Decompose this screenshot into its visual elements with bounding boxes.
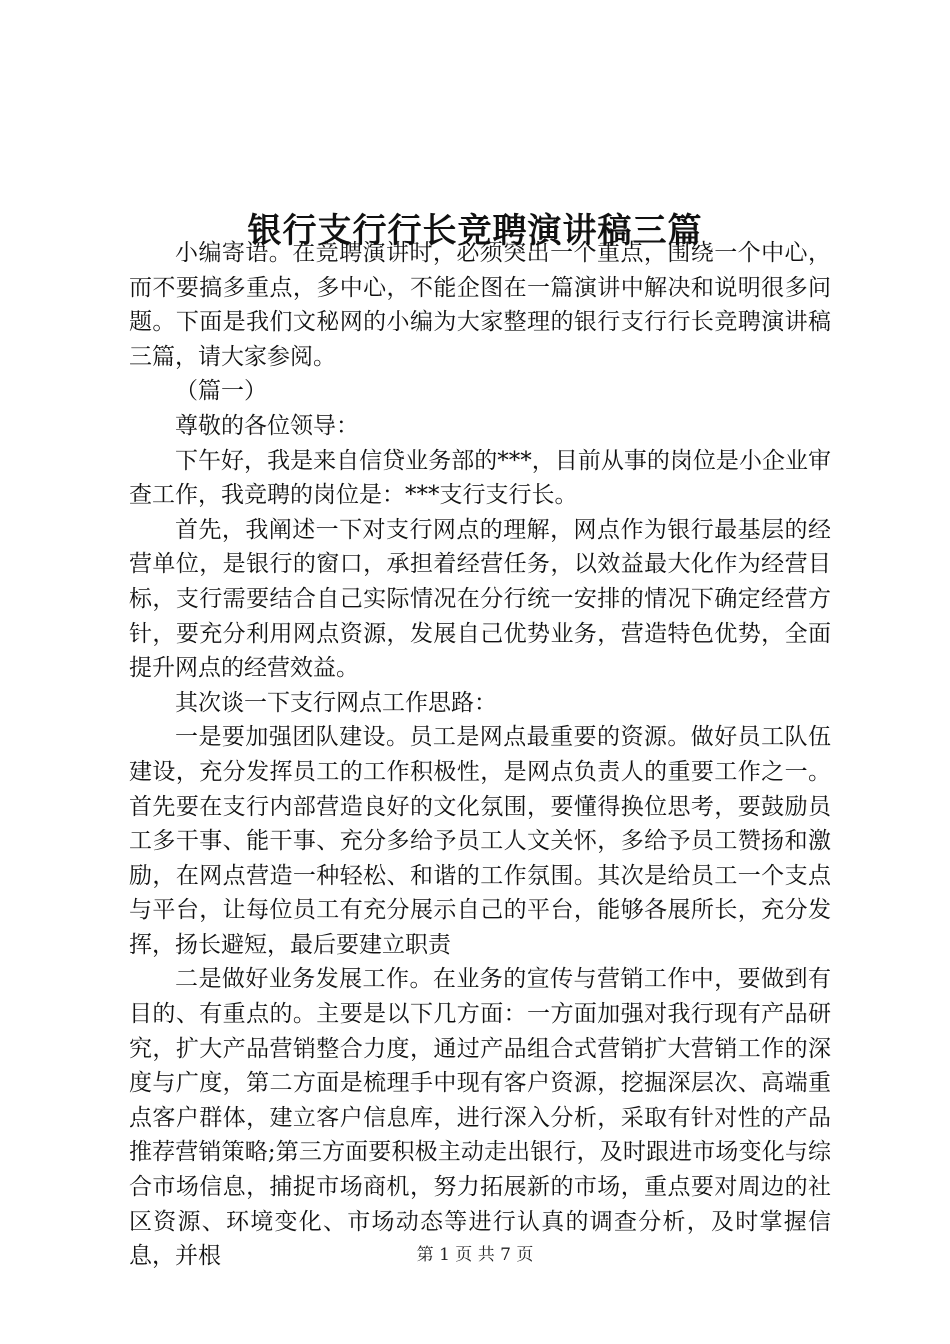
document-title: 银行支行行长竞聘演讲稿三篇 (247, 210, 703, 251)
salutation-paragraph: 尊敬的各位领导： (175, 412, 359, 439)
greeting-paragraph: 下午好，我是来自信贷业务部的***，目前从事的岗位是小企业审查工作，我竞聘的岗位是：***支行支行长。 (129, 447, 831, 509)
page-number-footer: 第 1 页 共 7 页 (416, 1245, 534, 1265)
business-development-paragraph: 二是做好业务发展工作。在业务的宣传与营销工作中，要做到有目的、有重点的。主要是以下几方面：一方面加强对我行现有产品研究，扩大产品营销整合力度，通过产品组合式营销扩大营销工作的深度与广度，第二方面是梳理手中现有客户资源，挖掘深层次、高端重点客户群体，建立客户信息库，进行深入分析，采取有针对性的产品推荐营销策略;第三方面要积极主动走出银行，及时跟进市场变化与综合市场信息，捕捉市场商机，努力拓展新的市场，重点要对周边的社区资源、环境变化、市场动态等进行认真的调查分析，及时掌握信息，并根 (129, 966, 831, 1270)
section-heading: （篇一） (175, 378, 267, 405)
team-building-paragraph: 一是要加强团队建设。员工是网点最重要的资源。做好员工队伍建设，充分发挥员工的工作积极性，是网点负责人的重要工作之一。首先要在支行内部营造良好的文化氛围，要懂得换位思考，要鼓励员工多干事、能干事、充分多给予员工人文关怀，多给予员工赞扬和激励，在网点营造一种轻松、和谐的工作氛围。其次是给员工一个支点与平台，让每位员工有充分展示自己的平台，能够各展所长，充分发挥，扬长避短，最后要建立职责 (129, 724, 831, 958)
intro-paragraph: 小编寄语。在竞聘演讲时，必须突出一个重点，围绕一个中心，而不要搞多重点，多中心，不能企图在一篇演讲中解决和说明很多问题。下面是我们文秘网的小编为大家整理的银行支行行长竞聘演讲稿三篇，请大家参阅。 (129, 240, 831, 370)
document-body (129, 236, 831, 1274)
work-approach-heading: 其次谈一下支行网点工作思路： (175, 689, 497, 716)
understanding-paragraph: 首先，我阐述一下对支行网点的理解，网点作为银行最基层的经营单位，是银行的窗口，承担着经营任务，以效益最大化作为经营目标，支行需要结合自己实际情况在分行统一安排的情况下确定经营方针，要充分利用网点资源，发展自己优势业务，营造特色优势，全面提升网点的经营效益。 (129, 516, 831, 682)
